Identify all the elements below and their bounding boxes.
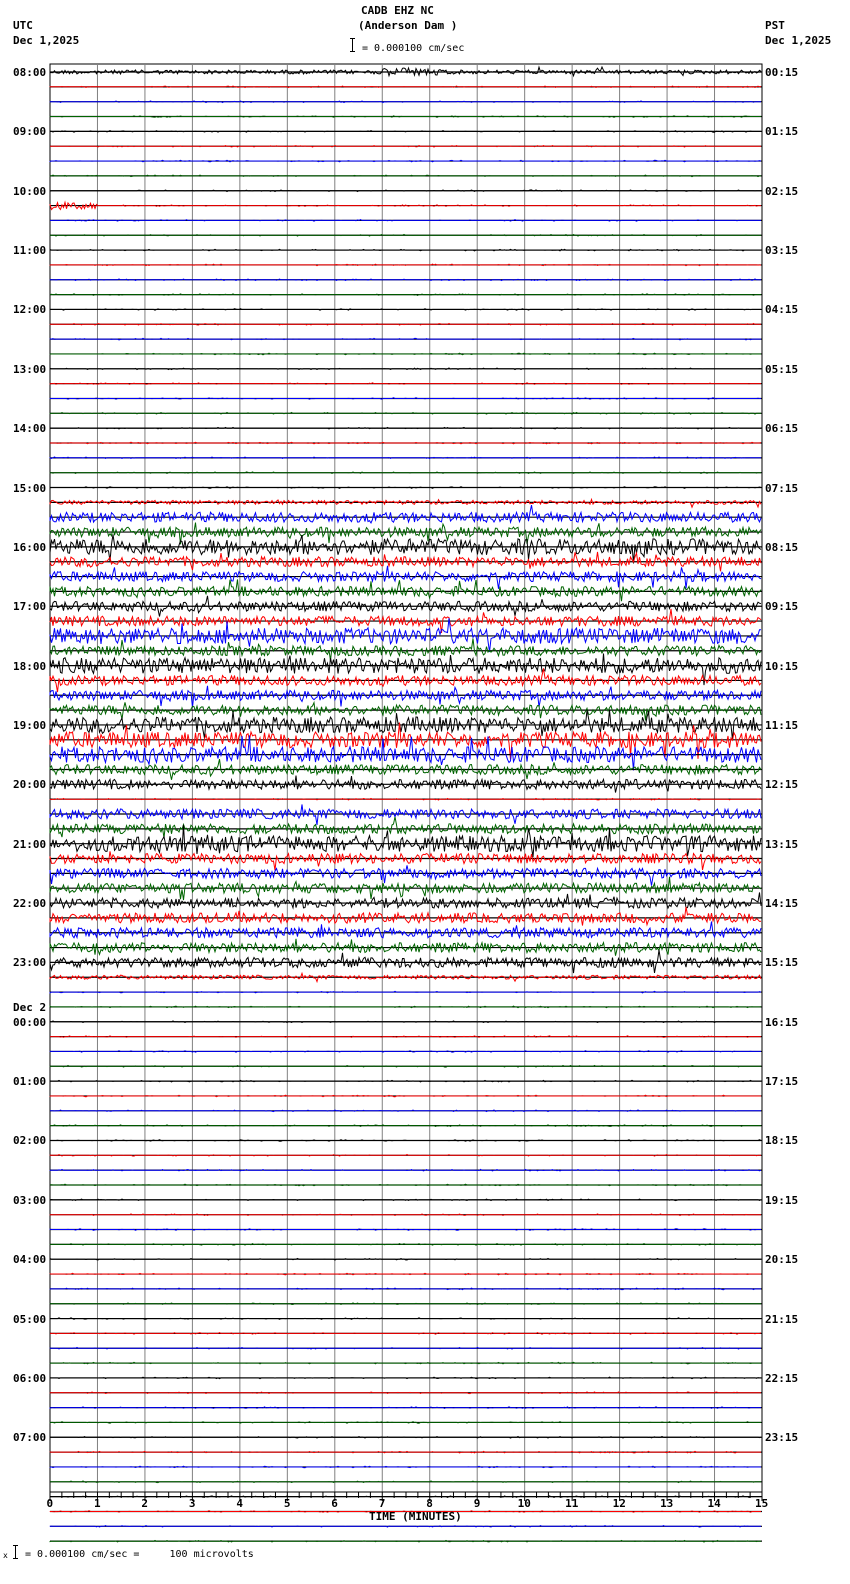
station-title: CADB EHZ NC <box>361 4 434 17</box>
utc-hour-label: 14:00 <box>13 422 47 436</box>
x-tick-label: 9 <box>473 1497 481 1510</box>
utc-hour-label: 15:00 <box>13 481 47 495</box>
pst-hour-label: 23:15 <box>765 1431 799 1445</box>
station-location: (Anderson Dam ) <box>358 19 458 32</box>
pst-hour-label: 05:15 <box>765 362 799 376</box>
utc-hour-label: 13:00 <box>13 362 47 376</box>
pst-hour-label: 07:15 <box>765 481 799 495</box>
x-tick-label: 12 <box>612 1497 626 1510</box>
pst-hour-label: 15:15 <box>765 956 799 970</box>
pst-hour-label: 16:15 <box>765 1015 799 1029</box>
pst-hour-label: 22:15 <box>765 1371 799 1385</box>
x-tick-label: 2 <box>141 1497 149 1510</box>
pst-hour-label: 18:15 <box>765 1134 799 1148</box>
utc-hour-label: 05:00 <box>13 1312 47 1326</box>
left-date: Dec 1,2025 <box>13 34 80 47</box>
utc-hour-label: 03:00 <box>13 1193 47 1207</box>
pst-hour-label: 12:15 <box>765 778 799 792</box>
x-tick-label: 15 <box>755 1497 769 1510</box>
pst-hour-label: 20:15 <box>765 1253 799 1267</box>
x-tick-label: 11 <box>565 1497 579 1510</box>
utc-hour-label: 01:00 <box>13 1075 47 1089</box>
right-date: Dec 1,2025 <box>765 34 832 47</box>
x-axis-label: TIME (MINUTES) <box>369 1510 462 1523</box>
pst-hour-label: 00:15 <box>765 66 799 79</box>
x-tick-label: 8 <box>426 1497 433 1510</box>
utc-hour-label: 17:00 <box>13 600 47 614</box>
pst-hour-label: 13:15 <box>765 837 799 851</box>
utc-hour-label: 20:00 <box>13 778 47 792</box>
utc-hour-label: 19:00 <box>13 718 47 732</box>
utc-hour-label: 12:00 <box>13 303 47 317</box>
footer-scale-note: = 0.000100 cm/sec = 100 microvolts <box>25 1549 254 1560</box>
x-tick-label: 5 <box>283 1497 291 1510</box>
utc-hour-label: 11:00 <box>13 244 47 258</box>
x-tick-label: 4 <box>236 1497 243 1510</box>
footer-scale-bar-icon <box>15 1545 16 1559</box>
pst-hour-label: 06:15 <box>765 422 799 436</box>
utc-hour-label: 06:00 <box>13 1371 47 1385</box>
utc-hour-label: 10:00 <box>13 184 47 198</box>
x-tick-label: 7 <box>378 1497 386 1510</box>
footer-prefix: x <box>3 1551 8 1560</box>
x-tick-label: 10 <box>517 1497 531 1510</box>
x-tick-label: 6 <box>331 1497 338 1510</box>
left-timezone: UTC <box>13 19 33 32</box>
right-timezone: PST <box>765 19 785 32</box>
utc-hour-label: 16:00 <box>13 540 47 554</box>
pst-hour-label: 04:15 <box>765 303 799 317</box>
pst-hour-label: 02:15 <box>765 184 799 198</box>
x-tick-label: 13 <box>660 1497 674 1510</box>
day-change-label: Dec 2 <box>13 1000 47 1014</box>
utc-hour-label: 22:00 <box>13 897 47 911</box>
x-tick-label: 1 <box>93 1497 101 1510</box>
pst-hour-label: 19:15 <box>765 1193 799 1207</box>
utc-hour-label: 02:00 <box>13 1134 47 1148</box>
pst-hour-label: 03:15 <box>765 244 799 258</box>
x-tick-label: 14 <box>707 1497 721 1510</box>
utc-hour-label: 08:00 <box>13 66 47 79</box>
pst-hour-label: 17:15 <box>765 1075 799 1089</box>
utc-hour-label: 09:00 <box>13 125 47 139</box>
utc-hour-label: 23:00 <box>13 956 47 970</box>
x-tick-label: 3 <box>188 1497 196 1510</box>
utc-hour-label: 07:00 <box>13 1431 47 1445</box>
scale-text: = 0.000100 cm/sec <box>362 43 465 54</box>
x-tick-label: 0 <box>46 1497 54 1510</box>
utc-hour-label: 00:00 <box>13 1015 47 1029</box>
pst-hour-label: 01:15 <box>765 125 799 139</box>
pst-hour-label: 14:15 <box>765 897 799 911</box>
pst-hour-label: 11:15 <box>765 718 799 732</box>
pst-hour-label: 21:15 <box>765 1312 799 1326</box>
utc-hour-label: 18:00 <box>13 659 47 673</box>
pst-hour-label: 09:15 <box>765 600 799 614</box>
utc-hour-label: 04:00 <box>13 1253 47 1267</box>
pst-hour-label: 10:15 <box>765 659 799 673</box>
utc-hour-label: 21:00 <box>13 837 47 851</box>
pst-hour-label: 08:15 <box>765 540 799 554</box>
